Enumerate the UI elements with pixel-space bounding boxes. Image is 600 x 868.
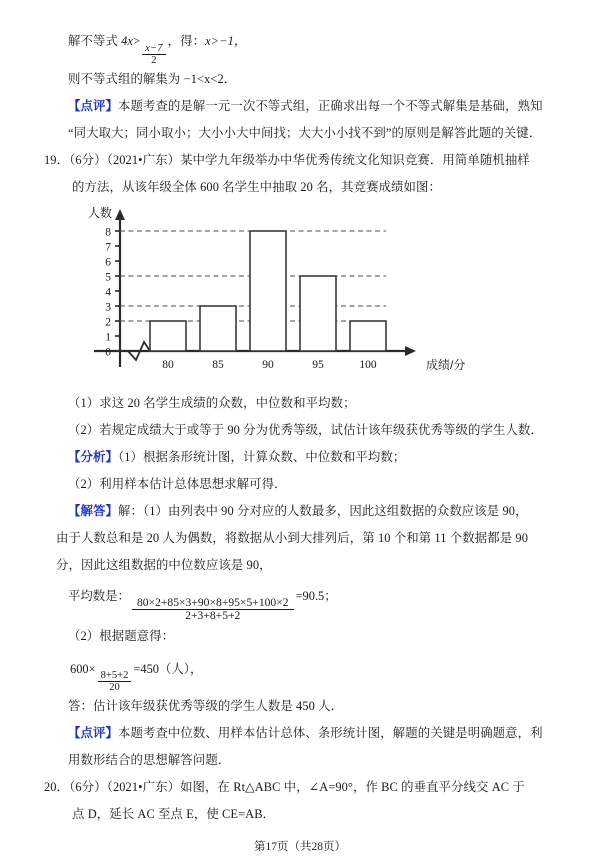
mean-denominator: 2+3+8+5+2 [185, 609, 241, 623]
review-line-2: 用数形结合的思想解答问题． [68, 753, 231, 768]
prev-line1-lhs: 4x [121, 34, 134, 48]
problem-20-stem-line-2: 点 D，延长 AC 至点 E，使 CE=AB． [72, 807, 276, 822]
prev-comment-line-1 [40, 93, 560, 120]
svg-text:3: 3 [105, 301, 111, 314]
problem-19-sub-1: （1）求这 20 名学生成绩的众数，中位数和平均数； [68, 395, 356, 410]
prev-line1-prefix: 解不等式 [68, 34, 122, 48]
answer-line-3: 分，因此这组数据的中位数应该是 90， [56, 557, 272, 572]
analysis-tag: 【分析】 [68, 449, 118, 464]
analysis-line-2: （2）利用样本估计总体思想求解可得． [68, 476, 287, 491]
problem-20-stem-text-1: 如图，在 Rt△ABC 中，∠A=90°，作 BC 的垂直平分线交 AC 于 [180, 780, 525, 795]
svg-text:7: 7 [105, 241, 111, 254]
estimate-result: =450（人）， [133, 661, 203, 676]
svg-text:85: 85 [212, 358, 224, 371]
prev-line1-result: x>−1， [205, 34, 247, 48]
problem-19-source: （2021•广东） [106, 152, 181, 167]
prev-solution-line-2: 则不等式组的解集为 −1<x<2． [68, 71, 237, 86]
problem-19-stem-text-1: 某中学九年级举办中华优秀传统文化知识竞赛．用简单随机抽样 [180, 152, 530, 167]
review-line-1 [40, 720, 560, 747]
prev-line1-relation: > [133, 34, 141, 48]
prev-line1-middle: ，得： [167, 34, 206, 48]
mean-result: =90.5； [295, 588, 337, 603]
problem-19-stem-line-2: 的方法，从该年级全体 600 名学生中抽取 20 名，其竞赛成绩如图： [72, 179, 442, 194]
svg-text:1: 1 [105, 331, 111, 344]
svg-text:成绩/分: 成绩/分 [426, 357, 466, 372]
problem-20-score: （6分） [69, 780, 107, 795]
answer-line-2: 由于人数总和是 20 人为偶数，将数据从小到大排列后，第 10 个和第 11 个数据都是 90 [56, 530, 528, 545]
svg-text:80: 80 [162, 358, 174, 371]
prev-solution-line-1 [40, 28, 560, 66]
svg-text:4: 4 [105, 286, 111, 299]
fraction-denominator: 2 [151, 54, 157, 66]
prev-comment-line-2: “同大取大；同小取小；大小小大中间找；大大小小找不到”的原则是解答此题的关键． [68, 125, 542, 140]
comment-tag: 【点评】 [68, 98, 118, 113]
mean-label: 平均数是： [68, 588, 130, 603]
answer-conclusion: 答：估计该年级获优秀等级的学生人数是 450 人． [68, 699, 344, 714]
inequality-fraction [142, 43, 165, 66]
problem-20-number: 20． [44, 780, 70, 795]
analysis-line-1 [40, 444, 560, 471]
answer-tag: 【解答】 [68, 503, 118, 518]
svg-text:100: 100 [359, 358, 377, 371]
problem-19-number: 19． [44, 152, 70, 167]
mean-numerator: 80×2+85×3+90×8+95×5+100×2 [132, 597, 294, 610]
problem-19-stem-line-1 [40, 147, 560, 174]
bar-chart-svg [78, 203, 478, 388]
estimate-numerator: 8+5+2 [98, 670, 132, 682]
analysis-text-1: （1）根据条形统计图，计算众数、中位数和平均数； [117, 449, 406, 464]
estimate-lead: 600× [70, 661, 96, 676]
svg-text:2: 2 [105, 316, 111, 329]
svg-text:0: 0 [105, 346, 111, 359]
page-footer: 第17页（共28页） [254, 841, 346, 853]
problem-19-sub-2-head: （2）根据题意得： [68, 628, 175, 643]
svg-text:8: 8 [105, 226, 111, 239]
fraction-numerator: x−7 [142, 43, 165, 55]
svg-text:95: 95 [312, 358, 324, 371]
svg-text:90: 90 [262, 358, 274, 371]
svg-text:人数: 人数 [87, 205, 112, 220]
bar-chart [78, 203, 478, 388]
review-tag: 【点评】 [68, 726, 118, 741]
svg-text:6: 6 [105, 256, 111, 269]
review-text-1: 本题考查中位数、用样本估计总体、条形统计图，解题的关键是明确题意，利 [117, 726, 543, 741]
problem-19-score: （6分） [69, 152, 107, 167]
estimate-fraction [98, 670, 132, 693]
estimate-denominator: 20 [109, 682, 120, 694]
comment-text-1: 本题考查的是解一元一次不等式组，正确求出每一个不等式解集是基础，熟知 [117, 98, 543, 113]
answer-text-1: 解：（1）由列表中 90 分对应的人数最多，因此这组数据的众数应该是 90， [117, 503, 528, 518]
estimate-equation [40, 650, 560, 694]
problem-20-source: （2021•广东） [106, 780, 181, 795]
problem-20-stem-line-1 [40, 774, 560, 801]
mean-fraction [132, 597, 294, 623]
problem-19-sub-2: （2）若规定成绩大于或等于 90 分为优秀等级，试估计该年级获优秀等级的学生人数． [68, 422, 543, 437]
mean-equation [40, 579, 560, 623]
svg-text:5: 5 [105, 271, 111, 284]
answer-line-1 [40, 498, 560, 525]
